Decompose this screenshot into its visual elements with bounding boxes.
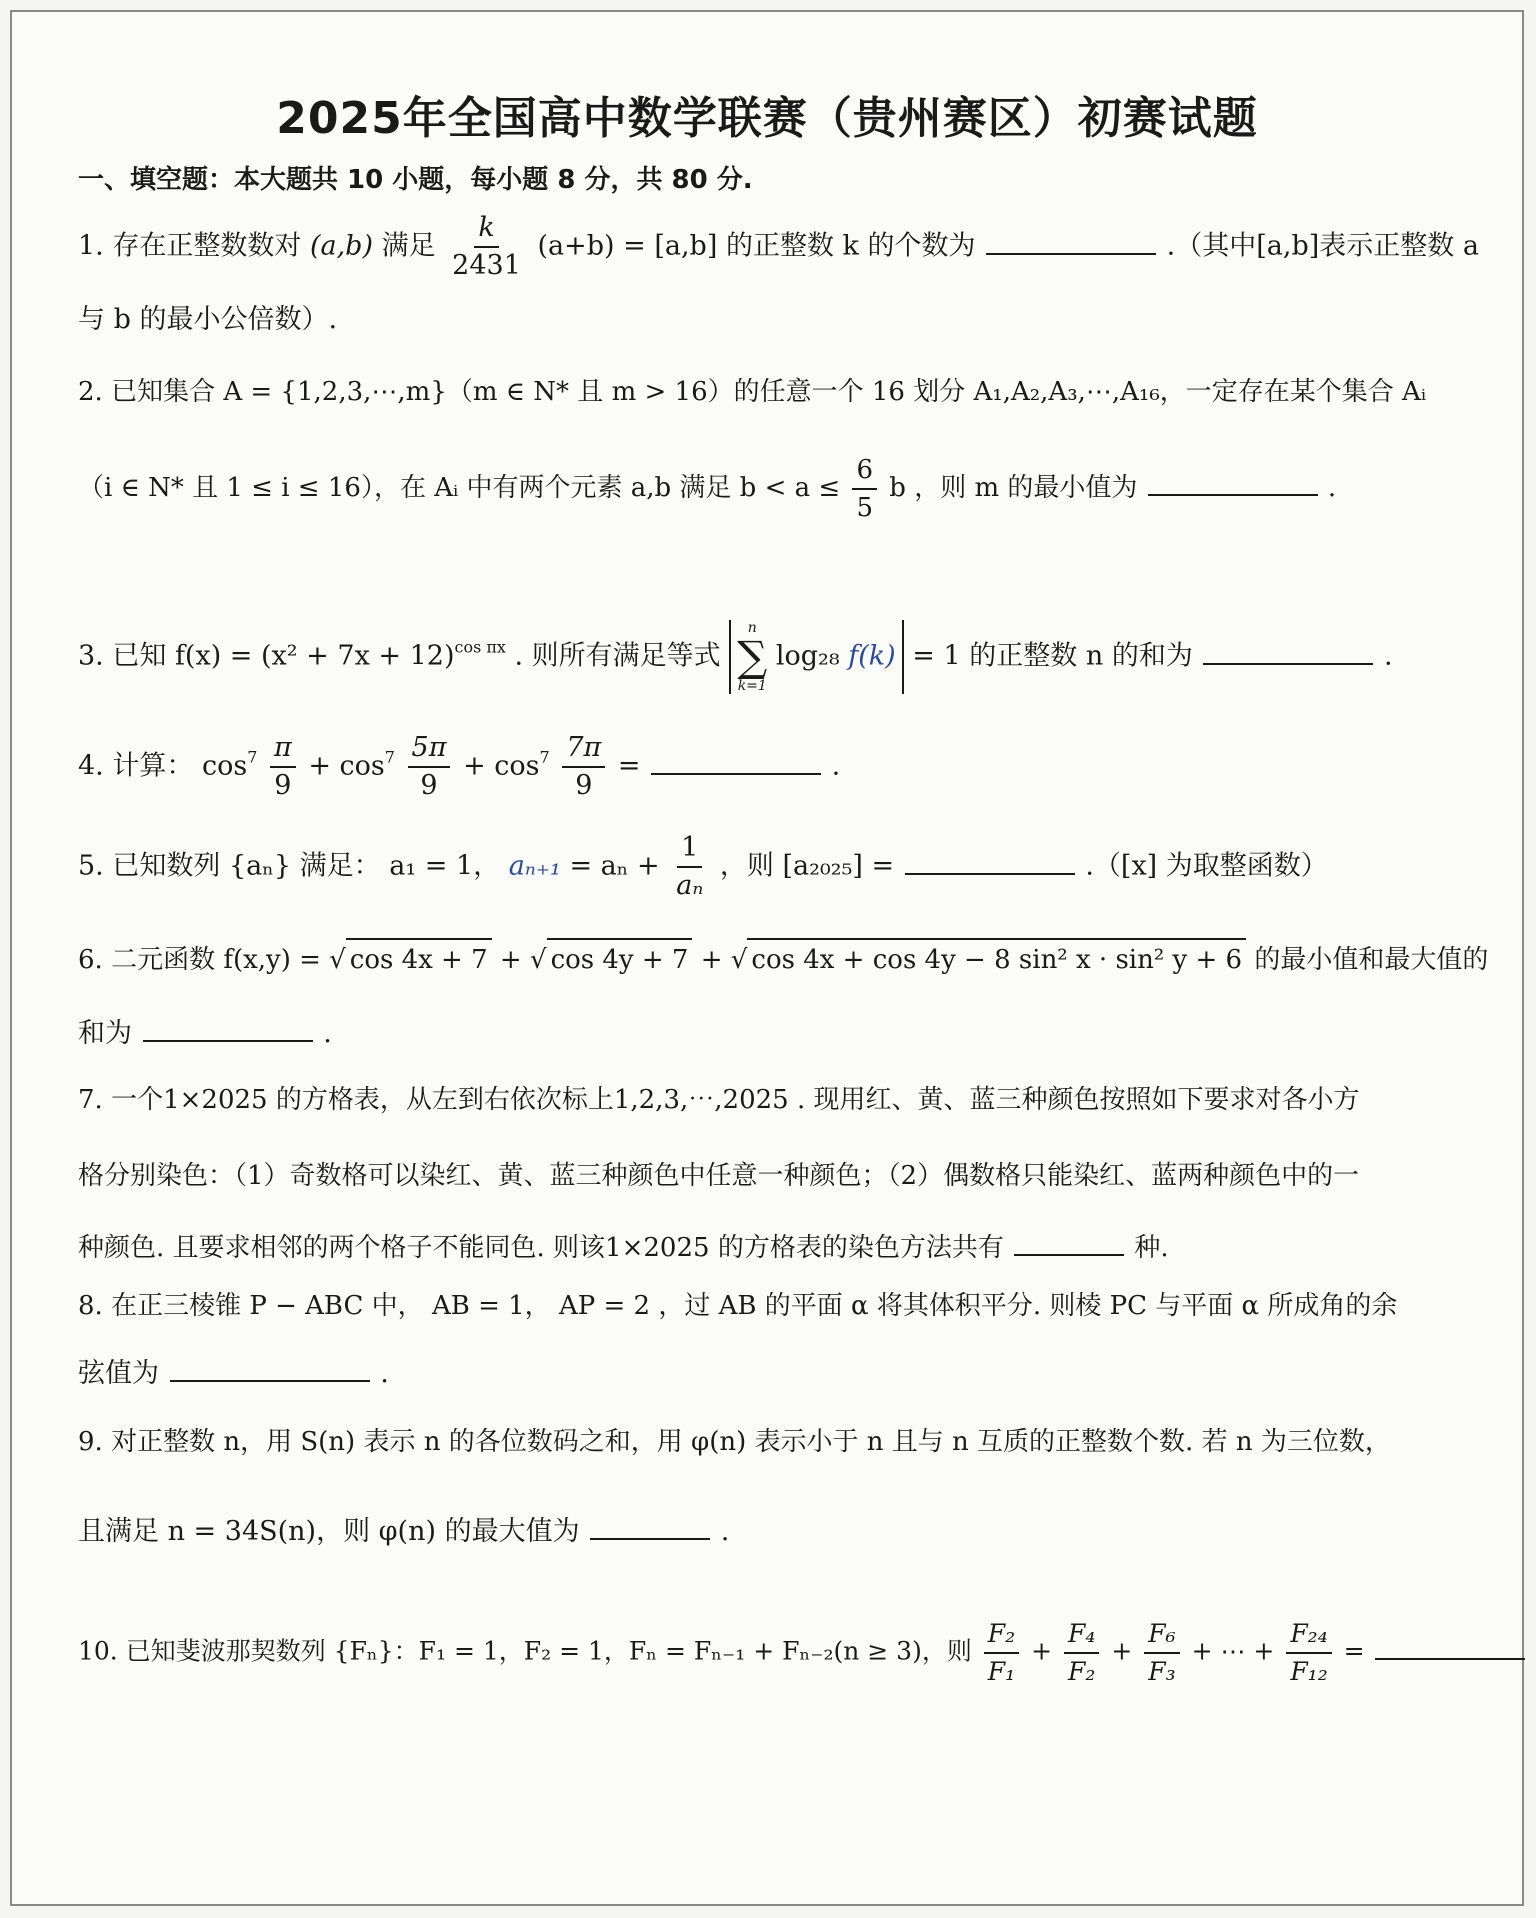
- fraction-numerator: F₆: [1144, 1616, 1179, 1654]
- q6-text-a: 二元函数 f(x,y) =: [111, 945, 321, 975]
- q7-text-3b: 种.: [1134, 1233, 1169, 1263]
- q9-text-2b: .: [720, 1516, 730, 1547]
- q7-text-1: 一个1×2025 的方格表，从左到右依次标上1,2,3,⋯,2025 . 现用红、黄、蓝三种颜色按照如下要求对各小方: [111, 1085, 1360, 1115]
- answer-blank[interactable]: [651, 743, 821, 775]
- equals-sign: =: [1343, 1636, 1365, 1666]
- absolute-value: [729, 620, 903, 694]
- q10-frac-4: [1286, 1616, 1331, 1690]
- question-number: 4.: [78, 750, 104, 782]
- ellipsis: + ⋯ +: [1191, 1636, 1275, 1666]
- question-6-line-2: [78, 1010, 332, 1054]
- q3-text-c: = 1 的正整数 n 的和为: [912, 640, 1193, 672]
- answer-blank[interactable]: [1375, 1628, 1525, 1660]
- fraction-numerator: 7π: [562, 730, 605, 768]
- equals-sign: =: [617, 750, 641, 782]
- answer-blank[interactable]: [170, 1350, 370, 1382]
- q4-text-a: 计算：: [112, 750, 194, 782]
- q5-term: aₙ₊₁: [508, 850, 561, 882]
- fraction-numerator: 5π: [408, 730, 451, 768]
- q9-text-2a: 且满足 n = 34S(n)，则 φ(n) 的最大值为: [78, 1516, 580, 1547]
- question-number: 6.: [78, 945, 103, 975]
- fraction-denominator: F₁₂: [1290, 1657, 1328, 1686]
- cos-label: cos: [339, 750, 385, 782]
- answer-blank[interactable]: [143, 1010, 313, 1042]
- q3-log: log₂₈: [775, 640, 840, 672]
- question-7-line-2: 格分别染色：（1）奇数格可以染红、黄、蓝三种颜色中任意一种颜色；（2）偶数格只能染红、蓝两种颜色中的一: [78, 1161, 1360, 1191]
- question-4: [78, 730, 840, 804]
- question-2-line-1: [78, 372, 1426, 412]
- question-8-line-2: [78, 1350, 389, 1394]
- fraction-denominator: aₙ: [676, 870, 704, 901]
- fraction-denominator: 9: [274, 770, 292, 801]
- q6-text-d: .: [323, 1018, 332, 1049]
- section-heading: 一、填空题：本大题共 10 小题，每小题 8 分，共 80 分.: [78, 165, 753, 195]
- question-number: 5.: [78, 850, 104, 882]
- fraction-denominator: 9: [420, 770, 438, 801]
- summation: [737, 620, 767, 694]
- page-title: 2025年全国高中数学联赛（贵州赛区）初赛试题: [276, 93, 1258, 144]
- question-1-line-1: [78, 210, 1479, 284]
- fraction-numerator: 1: [677, 830, 702, 868]
- q10-frac-1: [984, 1616, 1019, 1690]
- cos-label: cos: [201, 750, 248, 782]
- q8-text-1: 在正三棱锥 P − ABC 中， AB = 1， AP = 2 ，过 AB 的平面 α 将其体积平分. 则棱 PC 与平面 α 所成角的余: [111, 1291, 1398, 1321]
- q8-text-2a: 弦值为: [78, 1358, 159, 1389]
- fraction-denominator: F₂: [1068, 1657, 1096, 1686]
- question-number: 9.: [78, 1427, 103, 1457]
- q2-text-a: 已知集合 A = {1,2,3,⋯,m}（m ∈ N* 且 m > 16）的任意一个 16 划分 A₁,A₂,A₃,⋯,A₁₆，一定存在某个集合 Aᵢ: [111, 377, 1427, 407]
- question-7-line-1: [78, 1080, 1360, 1120]
- question-number: 8.: [78, 1291, 103, 1321]
- fraction-numerator: F₄: [1064, 1616, 1099, 1654]
- q5-fraction: [672, 830, 707, 904]
- q2-fraction: [852, 452, 877, 526]
- question-3: [78, 620, 1393, 694]
- question-10: [78, 1616, 1527, 1690]
- q4-frac-1: [270, 730, 296, 804]
- q4-frac-2: [408, 730, 451, 804]
- q1-text-d: .（其中[a,b]表示正整数 a: [1166, 230, 1479, 262]
- q5-text-c: = aₙ +: [569, 850, 660, 882]
- answer-blank[interactable]: [1148, 464, 1318, 496]
- fraction-numerator: F₂₄: [1286, 1616, 1331, 1654]
- question-8-line-1: [78, 1286, 1397, 1326]
- plus-sign: +: [1031, 1636, 1053, 1666]
- fraction-numerator: k: [474, 210, 498, 248]
- plus-sign: +: [1111, 1636, 1133, 1666]
- power: 7: [384, 747, 395, 767]
- fraction-denominator: 5: [856, 493, 874, 523]
- q1-text-c: (a+b) = [a,b] 的正整数 k 的个数为: [537, 230, 976, 262]
- q4-frac-3: [562, 730, 605, 804]
- period: .: [831, 750, 841, 782]
- question-6-line-1: [78, 938, 1488, 980]
- question-number: 10.: [78, 1636, 118, 1666]
- exam-page: [10, 10, 1524, 1906]
- q6-root-2: cos 4y + 7: [547, 938, 693, 980]
- sqrt-sign: √: [730, 945, 748, 975]
- answer-blank[interactable]: [986, 223, 1156, 255]
- q1-text-b: 满足: [381, 230, 436, 262]
- fraction-numerator: π: [270, 730, 296, 768]
- question-1-line-2: 与 b 的最小公倍数）.: [78, 304, 338, 335]
- answer-blank[interactable]: [590, 1508, 710, 1540]
- question-5: [78, 830, 1328, 904]
- fraction-denominator: 9: [575, 770, 593, 801]
- question-2-line-2: [78, 452, 1336, 526]
- fraction-denominator: 2431: [452, 250, 521, 281]
- q10-text-a: 已知斐波那契数列 {Fₙ}：F₁ = 1，F₂ = 1，Fₙ = Fₙ₋₁ + Fₙ₋₂(n ≥ 3)，则: [125, 1636, 972, 1666]
- sum-lower: k=1: [737, 678, 767, 694]
- q3-exponent: cos πx: [454, 637, 506, 657]
- sqrt-sign: √: [529, 945, 547, 975]
- q5-text-d: ，则 [a₂₀₂₅] =: [719, 850, 895, 882]
- q1-text-a: 存在正整数数对: [112, 230, 302, 262]
- q6-text-c: 和为: [78, 1018, 132, 1049]
- q5-text-a: 已知数列 {aₙ} 满足： a₁ = 1，: [112, 850, 501, 882]
- fraction-denominator: F₃: [1148, 1657, 1176, 1686]
- sigma-symbol: ∑: [737, 632, 768, 681]
- answer-blank[interactable]: [1014, 1224, 1124, 1256]
- q3-text-b: . 则所有满足等式: [514, 640, 721, 672]
- plus-sign: +: [499, 945, 522, 975]
- question-number: 1.: [78, 230, 104, 262]
- q7-text-3a: 种颜色. 且要求相邻的两个格子不能同色. 则该1×2025 的方格表的染色方法共有: [78, 1233, 1004, 1263]
- q2-text-c: b ，则 m 的最小值为: [889, 473, 1138, 503]
- q3-fk: f(k): [848, 640, 896, 672]
- q10-frac-3: [1144, 1616, 1179, 1690]
- sum-upper: n: [747, 620, 757, 636]
- plus-sign: +: [463, 750, 486, 782]
- question-7-line-3: [78, 1224, 1169, 1268]
- q8-text-2b: .: [380, 1358, 389, 1389]
- answer-blank[interactable]: [905, 843, 1075, 875]
- q9-text-1: 对正整数 n，用 S(n) 表示 n 的各位数码之和，用 φ(n) 表示小于 n 且与 n 互质的正整数个数. 若 n 为三位数，: [111, 1427, 1391, 1457]
- fraction-denominator: F₁: [987, 1657, 1016, 1686]
- q5-text-e: .（[x] 为取整函数）: [1085, 850, 1328, 882]
- cos-label: cos: [494, 750, 540, 782]
- power: 7: [539, 747, 550, 767]
- question-number: 3.: [78, 640, 104, 672]
- question-9-line-1: [78, 1422, 1391, 1462]
- question-number: 7.: [78, 1085, 103, 1115]
- plus-sign: +: [308, 750, 331, 782]
- q1-fraction: [448, 210, 525, 284]
- sqrt-sign: √: [329, 945, 346, 975]
- plus-sign: +: [700, 945, 723, 975]
- q10-frac-2: [1064, 1616, 1099, 1690]
- fraction-numerator: 6: [852, 452, 877, 490]
- fraction-numerator: F₂: [984, 1616, 1019, 1654]
- q3-text-d: .: [1384, 640, 1393, 672]
- q2-text-b: （i ∈ N* 且 1 ≤ i ≤ 16），在 Aᵢ 中有两个元素 a,b 满足 b < a ≤: [78, 473, 841, 503]
- q3-text-a: 已知 f(x) = (x² + 7x + 12): [112, 640, 455, 672]
- q6-root-1: cos 4x + 7: [346, 938, 492, 980]
- q1-pair: (a,b): [309, 230, 373, 262]
- q6-root-3: cos 4x + cos 4y − 8 sin² x · sin² y + 6: [747, 938, 1246, 980]
- q2-text-d: .: [1327, 473, 1337, 503]
- q6-text-b: 的最小值和最大值的: [1254, 945, 1489, 975]
- power: 7: [247, 747, 258, 767]
- question-9-line-2: [78, 1508, 729, 1552]
- answer-blank[interactable]: [1203, 633, 1373, 665]
- question-number: 2.: [78, 377, 103, 407]
